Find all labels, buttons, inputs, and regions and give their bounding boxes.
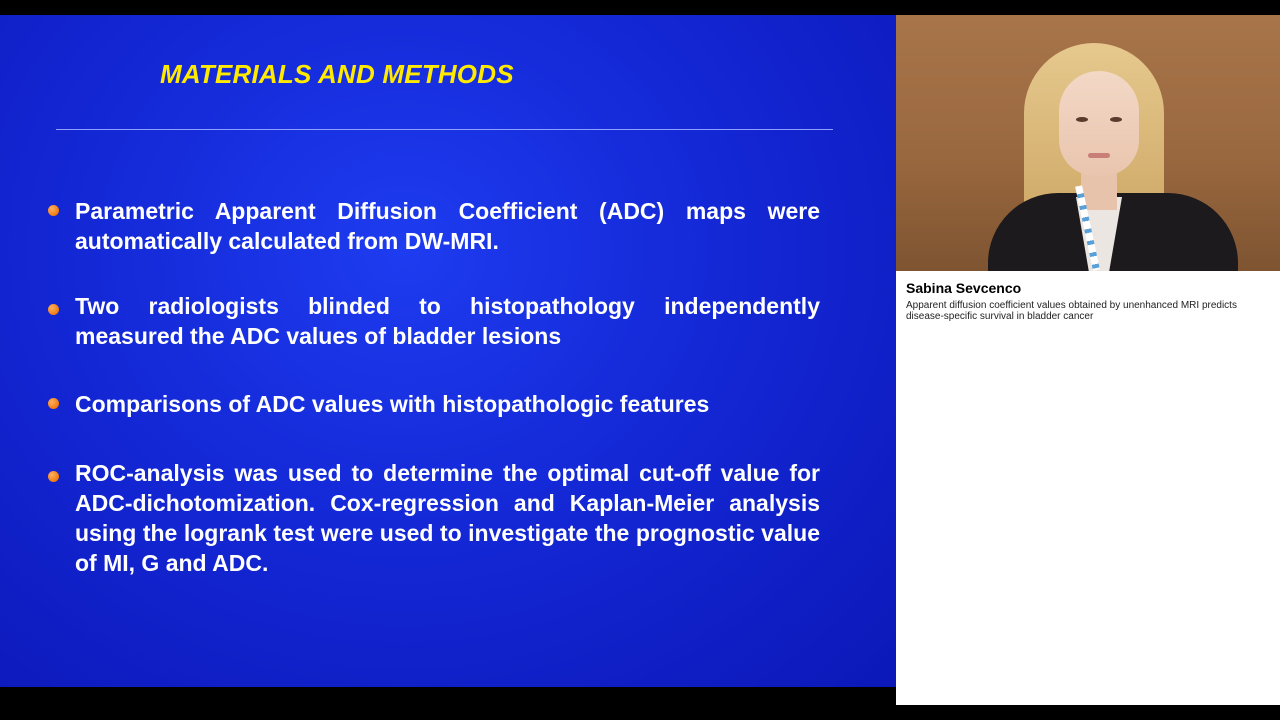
letterbox-top bbox=[0, 0, 1280, 15]
speaker-eye bbox=[1110, 117, 1122, 122]
speaker-neck bbox=[1081, 170, 1117, 210]
speaker-eye bbox=[1076, 117, 1088, 122]
bullet-dot-icon bbox=[48, 398, 59, 409]
speaker-name: Sabina Sevcenco bbox=[906, 280, 1022, 296]
speaker-panel bbox=[896, 15, 1280, 705]
speaker-video[interactable] bbox=[896, 15, 1280, 271]
bullet-list bbox=[0, 15, 896, 687]
slide-title: MATERIALS AND METHODS bbox=[160, 59, 514, 89]
bullet-text: ROC-analysis was used to determine the optimal cut-off value for ADC-dichotomization. Cox-regression and Kaplan-Meier analysis using the logrank test were used to investigate the prognostic value of MI, G and ADC. bbox=[75, 460, 820, 576]
bullet-text: Two radiologists blinded to histopathology independently measured the ADC values of bladder lesions bbox=[75, 293, 820, 349]
speaker-face bbox=[1059, 71, 1139, 176]
speaker-mouth bbox=[1088, 153, 1110, 158]
talk-title: Apparent diffusion coefficient values obtained by unenhanced MRI predicts disease-specific survival in bladder cancer bbox=[906, 300, 1237, 322]
presentation-slide bbox=[0, 15, 896, 687]
letterbox-bottom bbox=[0, 705, 1280, 720]
bullet-dot-icon bbox=[48, 205, 59, 216]
bullet-dot-icon bbox=[48, 471, 59, 482]
bullet-text: Comparisons of ADC values with histopathologic features bbox=[75, 391, 710, 417]
bullet-text: Parametric Apparent Diffusion Coefficient (ADC) maps were automatically calculated from DW-MRI. bbox=[75, 198, 820, 254]
bullet-dot-icon bbox=[48, 304, 59, 315]
